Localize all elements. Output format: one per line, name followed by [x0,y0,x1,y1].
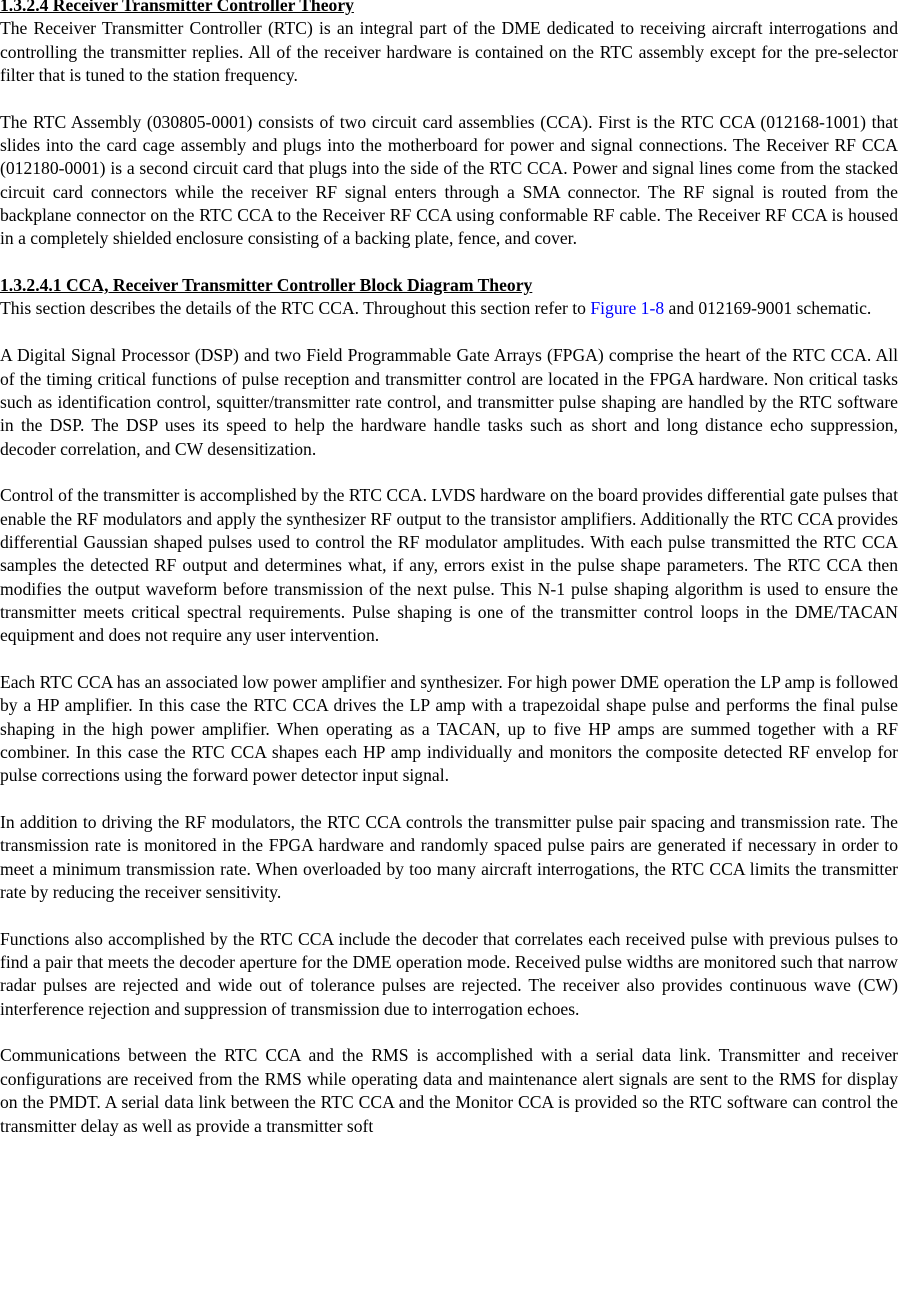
paragraph-section-intro: This section describes the details of the RTC CCA. Throughout this section refer to Figure 1-8 and 012169-9001 schematic. [0,298,872,319]
paragraph-decoder-functions: Functions also accomplished by the RTC CCA include the decoder that correlates each received pulse with previous pulses to find a pair that meets the decoder aperture for the DME operation mode. Received pulse widths are monitored such that narrow radar pulses are rejected and wide out of tolerance pulses are rejected. The receiver also provides continuous wave (CW) interference rejection and suppression of transmission due to interrogation echoes. [0,928,898,1019]
paragraph-rtc-assembly: The RTC Assembly (030805-0001) consists of two circuit card assemblies (CCA). First is the RTC CCA (012168-1001) that slides into the card cage assembly and plugs into the motherboard for power and signal connections. The Receiver RF CCA (012180-0001) is a second circuit card that plugs into the side of the RTC CCA. Power and signal lines come from the stacked circuit card connectors while the receiver RF signal enters through a SMA connector. The RF signal is routed from the backplane connector on the RTC CCA to the Receiver RF CCA using conformable RF cable. The Receiver RF CCA is housed in a completely shielded enclosure consisting of a backing plate, fence, and cover. [0,111,898,249]
figure-reference-link[interactable]: Figure 1-8 [590,298,665,319]
paragraph-dsp-fpga: A Digital Signal Processor (DSP) and two Field Programmable Gate Arrays (FPGA) comprise the heart of the RTC CCA. All of the timing critical functions of pulse reception and transmitter control are located in the FPGA hardware. Non critical tasks such as identification control, squitter/transmitter rate control, and transmitter pulse shaping are handled by the RTC software in the DSP. The DSP uses its speed to help the hardware handle tasks such as short and long distance echo suppression, decoder correlation, and CW desensitization. [0,345,898,459]
section-heading-rtc-theory: 1.3.2.4 Receiver Transmitter Controller Theory [0,0,354,15]
paragraph-transmitter-control: Control of the transmitter is accomplished by the RTC CCA. LVDS hardware on the board provides differential gate pulses that enable the RF modulators and apply the synthesizer RF output to the transistor amplifiers. Additionally the RTC CCA provides differential Gaussian shaped pulses used to control the RF modulator amplitudes. With each pulse transmitted the RTC CCA samples the detected RF output and determines what, if any, errors exist in the pulse shape parameters. The RTC CCA then modifies the output waveform before transmission of the next pulse. This N-1 pulse shaping algorithm is used to ensure the transmitter meets critical spectral requirements. Pulse shaping is one of the transmitter control loops in the DME/TACAN equipment and does not require any user intervention. [0,485,898,646]
paragraph-pulse-spacing: In addition to driving the RF modulators, the RTC CCA controls the transmitter pulse pair spacing and transmission rate. The transmission rate is monitored in the FPGA hardware and randomly spaced pulse pairs are generated if necessary in order to meet a minimum transmission rate. When overloaded by too many aircraft interrogations, the RTC CCA limits the transmitter rate by reducing the receiver sensitivity. [0,812,898,903]
paragraph-communications: Communications between the RTC CCA and the RMS is accomplished with a serial data link. Transmitter and receiver configurations are received from the RMS while operating data and maintenance alert signals are sent to the RMS for display on the PMDT. A serial data link between the RTC CCA and the Monitor CCA is provided so the RTC software can control the transmitter delay as well as provide a transmitter soft [0,1045,898,1136]
section-heading-block-diagram: 1.3.2.4.1 CCA, Receiver Transmitter Controller Block Diagram Theory [0,275,533,296]
paragraph-rtc-intro: The Receiver Transmitter Controller (RTC) is an integral part of the DME dedicated to receiving aircraft interrogations and controlling the transmitter replies. All of the receiver hardware is contained on the RTC assembly except for the pre-selector filter that is tuned to the station frequency. [0,18,898,86]
paragraph-amplifiers: Each RTC CCA has an associated low power amplifier and synthesizer. For high power DME operation the LP amp is followed by a HP amplifier. In this case the RTC CCA drives the LP amp with a trapezoidal shape pulse and performs the final pulse shaping in the high power amplifier. When operating as a TACAN, up to five HP amps are summed together with a RF combiner. In this case the RTC CCA shapes each HP amp individually and monitors the composite detected RF envelop for pulse corrections using the forward power detector input signal. [0,671,898,786]
